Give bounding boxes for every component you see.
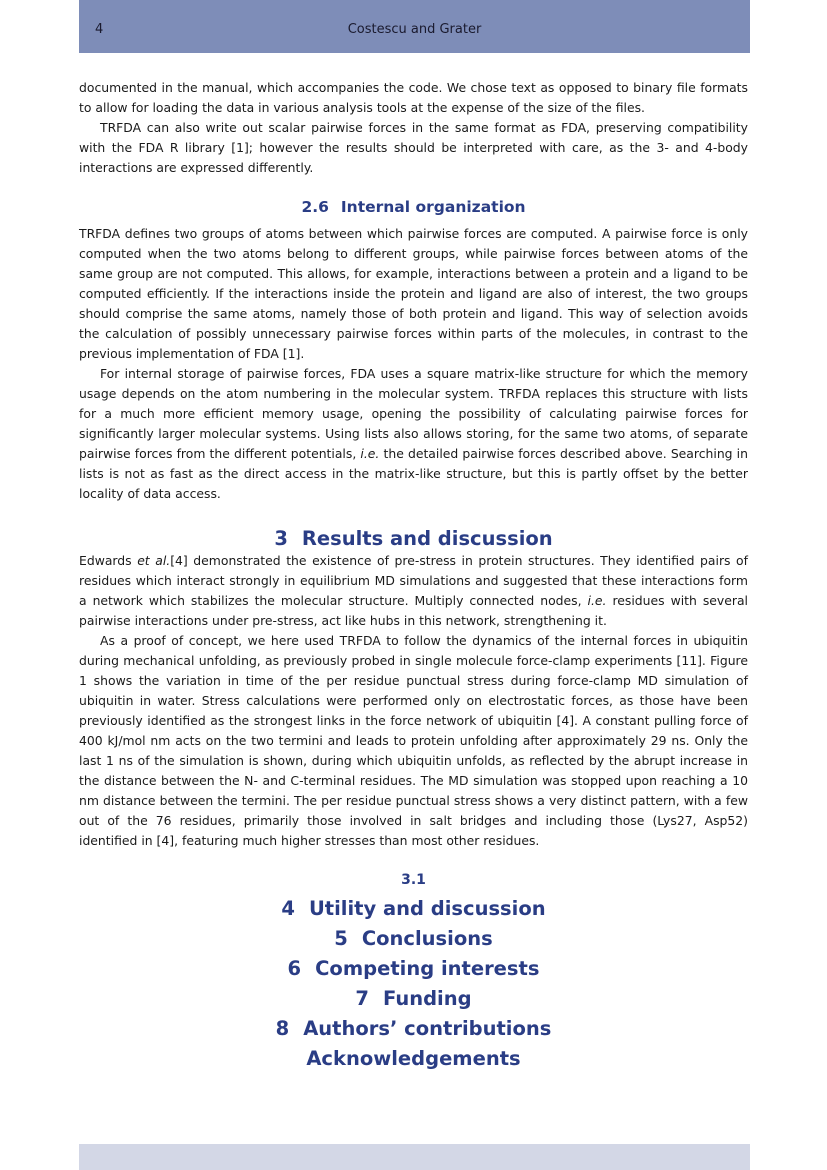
section-number: 3: [274, 527, 288, 550]
page-footer-bar: [79, 1144, 750, 1170]
subsection-heading-internal-organization: [79, 190, 748, 224]
subsection-number: 2.6: [301, 198, 329, 216]
section-heading-authors-contributions: 8 Authors’ contributions: [275, 1017, 552, 1040]
paragraph-proof-of-concept: As a proof of concept, we here used TRFDA to follow the dynamics of the internal forces in ubiquitin during mechanical unfolding, as previously probed in single molecule force-clamp experiments [11]. Figure 1 shows the variation in time of the per residue punctual stress during force-clamp MD simulation of ubiquitin in water. Stress calculations were performed only on electrostatic forces, as those have been previously identified as the strongest links in the force network of ubiquitin [4]. A constant pulling force of 400 kJ/mol nm acts on the two termini and leads to protein unfolding after approximately 29 ns. Only the last 1 ns of the simulation is shown, during which ubiquitin unfolds, as reflected by the abrupt increase in the distance between the N- and C-terminal residues. The MD simulation was stopped upon reaching a 10 nm distance between the termini. The per residue punctual stress shows a very distinct pattern, with a few out of the 76 residues, primarily those involved in salt bridges and including those (Lys27, Asp52) identified in [4], featuring much higher stresses than most other residues.: [79, 633, 748, 848]
subsection-title: Internal organization: [340, 198, 526, 216]
section-heading-list: [79, 894, 748, 1074]
page-header: [79, 0, 750, 53]
section-heading-acknowledgements: Acknowledgements: [306, 1047, 521, 1070]
paragraph-file-formats: documented in the manual, which accompanies the code. We chose text as opposed to binary file formats to allow for loading the data in various analysis tools at the expense of the size of the files.: [79, 80, 748, 115]
section-heading-results: [79, 528, 748, 550]
section-heading-funding: 7 Funding: [355, 987, 472, 1010]
paragraph-groups: TRFDA defines two groups of atoms between which pairwise forces are computed. A pairwise force is only computed when the two atoms belong to different groups, while pairwise forces between atoms of the same group are not computed. This allows, for example, interactions between a protein and a ligand to be computed efficiently. If the interactions inside the protein and ligand are also of interest, the two groups should comprise the same atoms, namely those of both protein and ligand. This way of selection avoids the calculation of possibly unnecessary pairwise forces within parts of the molecules, in contrast to the previous implementation of FDA [1].: [79, 226, 748, 361]
page-number: 4: [95, 22, 104, 37]
paragraph-pre-stress: Edwards et al.[4] demonstrated the existence of pre-stress in protein structures. They identified pairs of residues which interact strongly in equilibrium MD simulations and suggested that these interactions form a network which stabilizes the molecular structure. Multiply connected nodes, i.e. residues with several pairwise interactions under pre-stress, act like hubs in this network, strengthening it.: [79, 553, 748, 628]
paragraph-internal-storage: For internal storage of pairwise forces, FDA uses a square matrix-like structure for which the memory usage depends on the atom numbering in the molecular system. TRFDA replaces this structure with lists for a much more efficient memory usage, opening the possibility of calculating pairwise forces for significantly larger molecular systems. Using lists also allows storing, for the same two atoms, of separate pairwise forces from the different potentials, i.e. the detailed pairwise forces described above. Searching in lists is not as fast as the direct access in the matrix-like structure, but this is partly offset by the better locality of data access.: [79, 366, 748, 501]
section-title: Results and discussion: [301, 527, 553, 550]
paragraph-compatibility: TRFDA can also write out scalar pairwise forces in the same format as FDA, preserving compatibility with the FDA R library [1]; however the results should be interpreted with care, as the 3- and 4-body interactions are expressed differently.: [79, 120, 748, 175]
section-heading-utility: 4 Utility and discussion: [281, 897, 546, 920]
page-body: [79, 78, 748, 1074]
running-title: Costescu and Grater: [347, 22, 482, 37]
subsection-number-3-1: 3.1: [401, 872, 426, 888]
section-heading-conclusions: 5 Conclusions: [334, 927, 493, 950]
section-heading-competing-interests: 6 Competing interests: [287, 957, 540, 980]
